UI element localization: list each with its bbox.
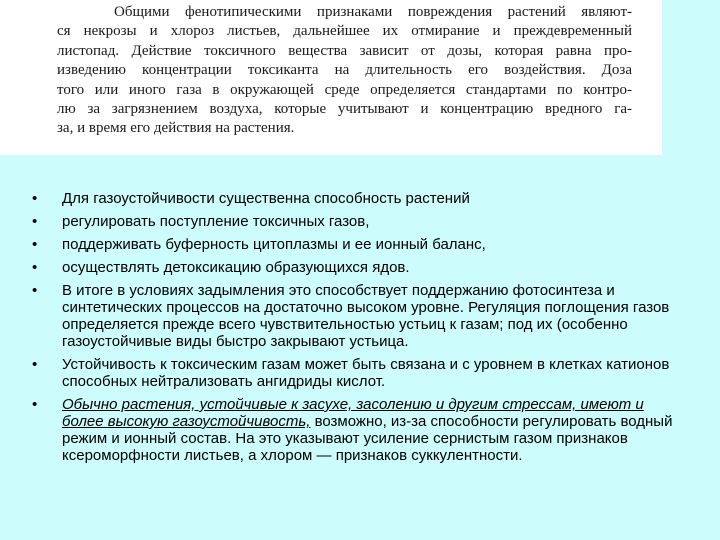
scan-line: лю за загрязнением воздуха, которые учитывают и концентрацию вредного га- [57,101,632,118]
bullet-text: Устойчивость к токсическим газам может быть связана и с уровнем в клетках катионов способных нейтрализовать ангидриды кислот. [62,356,670,390]
bullet-icon: • [32,236,38,253]
bullet-text: осуществлять детоксикацию образующихся ядов. [62,259,410,276]
scan-line: ся некрозы и хлороз листьев, дальнейшее их отмирание и преждевременный [57,23,632,40]
bullet-icon: • [32,190,38,207]
list-item [32,259,682,276]
scan-line: того или иного газа в окружающей среде определяется стандартами по контро- [57,81,632,98]
list-item [32,236,682,253]
scan-line: за, и время его действия на растения. [57,120,295,137]
list-item [32,396,682,464]
list-item [32,190,682,207]
bullet-list [32,190,682,470]
bullet-icon: • [32,213,38,230]
bullet-text: возможно, из-за способности регулировать водный режим и ионный состав. На это указывают усиление сернистым газом признаков ксероморфности листьев, а хлором — признаков суккулентности. [62,413,673,464]
scan-line: Общими фенотипическими признаками повреждения растений являют- [114,4,632,20]
scan-line: листопад. Действие токсичного вещества зависит от дозы, которая равна про- [57,42,632,59]
list-item [32,356,682,390]
bullet-text: поддерживать буферность цитоплазмы и ее ионный баланс, [62,236,486,253]
bullet-emphasis: Обычно растения, устойчивые к засухе, засолению и другим стрессам, имеют и более высокую газоустойчивость, [62,396,644,430]
bullet-icon: • [32,282,38,299]
bullet-icon: • [32,396,38,413]
bullet-text: регулировать поступление токсичных газов, [62,213,370,230]
scan-line: изведению концентрации токсиканта на длительность его воздействия. Доза [57,62,632,79]
scanned-paragraph [57,3,632,139]
list-item [32,213,682,230]
bullet-icon: • [32,259,38,276]
bullet-icon: • [32,356,38,373]
scanned-text-excerpt [0,0,662,155]
bullet-text: Для газоустойчивости существенна способность растений [62,190,470,207]
list-item [32,282,682,350]
bullet-text: В итоге в условиях задымления это способствует поддержанию фотосинтеза и синтетических процессов на достаточно высоком уровне. Регуляция поглощения газов определяется прежде всего чувствительностью устьиц к газам; под их (особенно газоустойчивые виды быстро закрывают устьица. [62,282,670,350]
